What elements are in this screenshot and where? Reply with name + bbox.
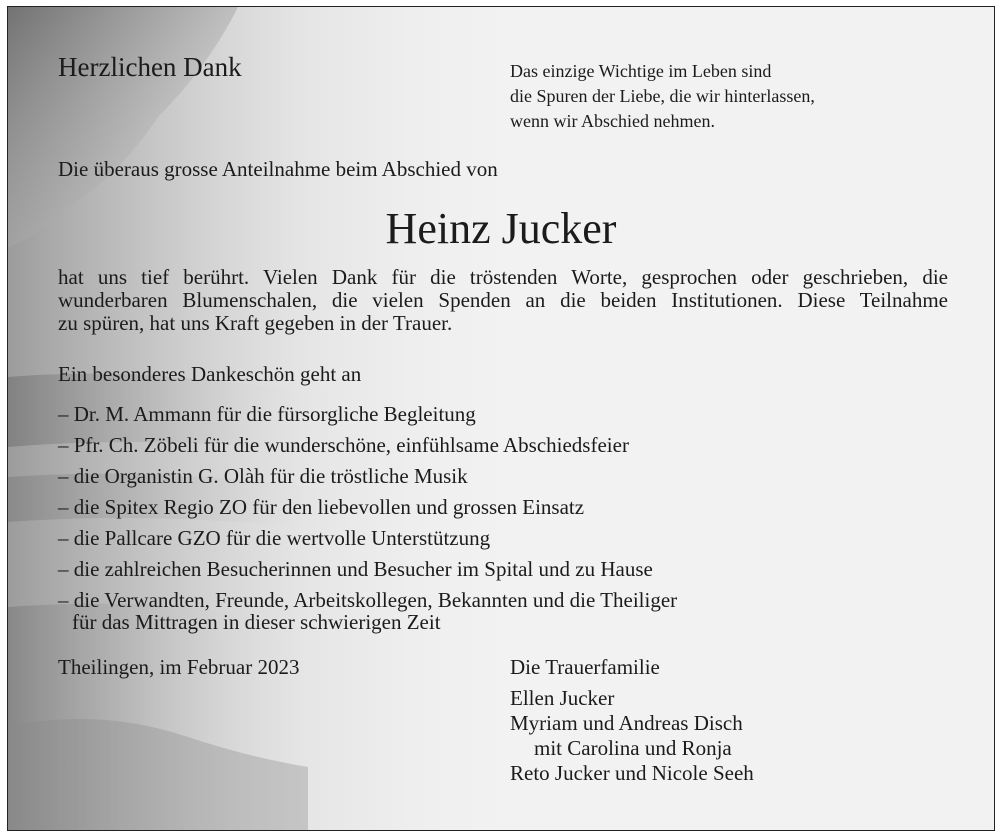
thanks-heading: Ein besonderes Dankeschön geht an xyxy=(58,362,362,386)
list-item: – die Organistin G. Olàh für die tröstliche Musik xyxy=(58,464,468,488)
list-item: – Dr. M. Ammann für die fürsorgliche Begleitung xyxy=(58,402,476,426)
thanks-paragraph xyxy=(58,266,948,335)
signature-name: Myriam und Andreas Disch xyxy=(510,711,743,735)
signature-block xyxy=(510,655,754,786)
paragraph-line: wunderbaren Blumenschalen, die vielen Spenden an die beiden Institutionen. Diese Teilnahme xyxy=(58,288,948,312)
paragraph-line: hat uns tief berührt. Vielen Dank für die tröstenden Worte, gesprochen oder geschrieben, die xyxy=(58,265,948,289)
deceased-name: Heinz Jucker xyxy=(385,204,617,253)
list-item: – die Spitex Regio ZO für den liebevollen und grossen Einsatz xyxy=(58,495,585,519)
list-item: – Pfr. Ch. Zöbeli für die wunderschöne, einfühlsame Abschiedsfeier xyxy=(58,433,629,457)
list-item: – die zahlreichen Besucherinnen und Besucher im Spital und zu Hause xyxy=(58,557,653,581)
list-item-continuation: für das Mittragen in dieser schwierigen Zeit xyxy=(72,610,441,634)
signature-name: mit Carolina und Ronja xyxy=(534,736,732,760)
list-item-line: – die Verwandten, Freunde, Arbeitskollegen, Bekannten und die Theiliger xyxy=(58,588,678,612)
signature-title: Die Trauerfamilie xyxy=(510,655,660,679)
heading-title: Herzlichen Dank xyxy=(58,52,242,82)
place-date: Theilingen, im Februar 2023 xyxy=(58,655,300,679)
intro-text: Die überaus grosse Anteilnahme beim Abschied von xyxy=(58,157,498,181)
list-item: – die Pallcare GZO für die wertvolle Unterstützung xyxy=(58,526,491,550)
obituary-card xyxy=(7,6,995,831)
signature-name: Ellen Jucker xyxy=(510,686,615,710)
motto-quote xyxy=(510,59,815,134)
motto-line: Das einzige Wichtige im Leben sind xyxy=(510,61,772,81)
thanks-list xyxy=(58,399,677,641)
signature-name: Reto Jucker und Nicole Seeh xyxy=(510,761,754,785)
paragraph-line: zu spüren, hat uns Kraft gegeben in der Trauer. xyxy=(58,311,453,335)
motto-line: die Spuren der Liebe, die wir hinterlassen, xyxy=(510,86,815,106)
list-item xyxy=(58,585,677,641)
motto-line: wenn wir Abschied nehmen. xyxy=(510,111,715,131)
